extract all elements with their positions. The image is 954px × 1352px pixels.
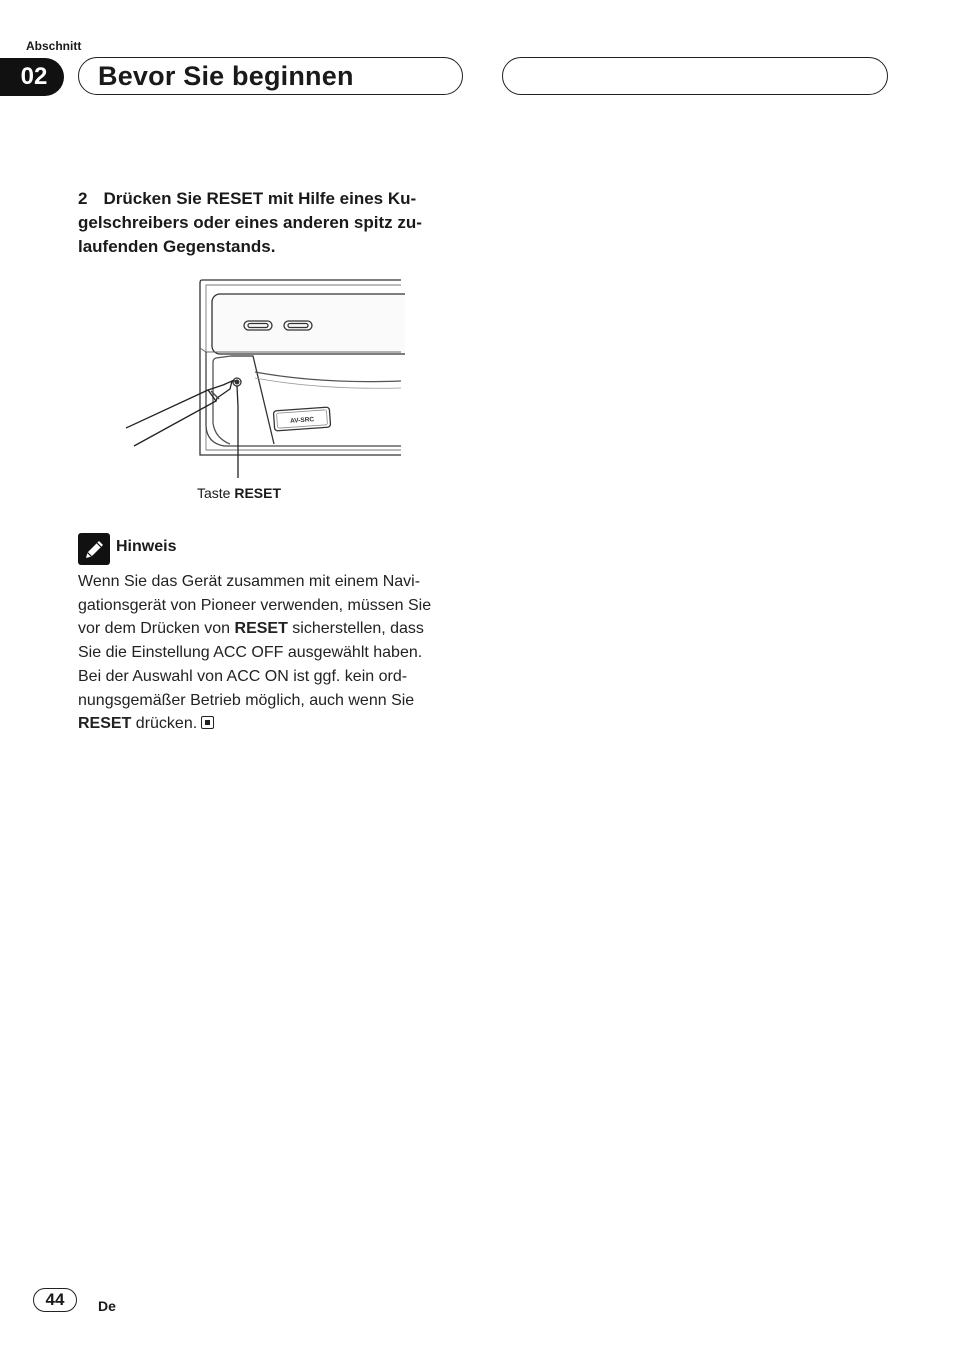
page-number: 44 bbox=[33, 1288, 77, 1312]
language-code: De bbox=[98, 1298, 116, 1314]
display-panel bbox=[212, 294, 405, 354]
section-number-badge: 02 bbox=[0, 58, 64, 96]
caption-prefix: Taste bbox=[197, 485, 231, 501]
step-line-1: Drücken Sie RESET mit Hilfe eines Ku- bbox=[103, 189, 417, 208]
caption-bold: RESET bbox=[234, 485, 282, 501]
step-instruction bbox=[78, 187, 468, 259]
note-line-6: nungsgemäßer Betrieb möglich, auch wenn Sie bbox=[78, 691, 415, 709]
pen-barrel bbox=[126, 390, 216, 446]
note-heading: Hinweis bbox=[116, 538, 177, 555]
chapter-title: Bevor Sie beginnen bbox=[98, 61, 354, 91]
section-label: Abschnitt bbox=[26, 39, 82, 53]
note-line-7: RESET drücken. bbox=[78, 712, 470, 736]
note-line-4: Sie die Einstellung ACC OFF ausgewählt haben. bbox=[78, 644, 423, 662]
step-line-3: laufenden Gegenstands. bbox=[78, 237, 276, 256]
note-line-5: Bei der Auswahl von ACC ON ist ggf. kein ord- bbox=[78, 667, 408, 685]
right-header-frame bbox=[502, 57, 888, 95]
pencil-note-icon bbox=[78, 533, 110, 565]
av-src-label: AV-SRC bbox=[289, 416, 315, 425]
step-number: 2 bbox=[78, 189, 88, 208]
reset-button-illustration bbox=[120, 278, 405, 478]
note-line-1: Wenn Sie das Gerät zusammen mit einem Navi- bbox=[78, 573, 421, 590]
note-line-2: gationsgerät von Pioneer verwenden, müssen Sie bbox=[78, 596, 432, 614]
figure-caption bbox=[197, 485, 281, 501]
note-body bbox=[78, 570, 470, 736]
note-line-3: vor dem Drücken von RESET sicherstellen, dass bbox=[78, 620, 424, 638]
step-line-2: gelschreibers oder eines anderen spitz zu- bbox=[78, 213, 422, 232]
end-of-section-icon bbox=[201, 716, 214, 729]
